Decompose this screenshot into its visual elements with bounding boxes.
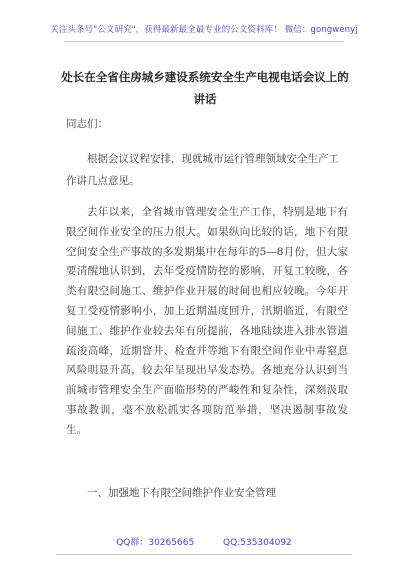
footer-qq-group: QQ群：30265665 — [116, 538, 195, 548]
salutation: 同志们： — [66, 118, 108, 130]
header-watermark: 关注头条号"公文研究"，获得最新最全最专业的公文资料库！ 微信：gongwenyj — [50, 25, 358, 35]
footer-divider — [56, 554, 352, 555]
paragraph-situation: 去年以来，全省城市管理安全生产工作，特别是地下有限空间作业安全的压力很大。如果纵向比较的话，地下有限空间安全生产事故的多发期集中在每年的5—8月份，但大家要清醒地认识到，去年受疫情防控的影响，开复工较晚，各类有限空间施工、维护作业开展的时间也相应较晚。今年开复工受疫情影响小，加上近期温度回升，汛期临近，有限空间施工、维护作业较去年有所提前，各地陆续进入排水管道疏浚高峰，近期窨井、检查井等地下有限空间作业中毒窒息风险明显升高，较去年呈现出早发态势。各地充分认识到当前城市管理安全生产面临形势的严峻性和复杂性，深刻汲取事故教训，毫不放松抓实各项防范举措，坚决遏制事故发生。 — [66, 206, 348, 436]
document-title: 处长在全省住房城乡建设系统安全生产电视电话会议上的讲话 — [61, 70, 349, 106]
footer-watermark — [0, 535, 408, 548]
paragraph-intro: 根据会议议程安排，现就城市运行管理领域安全生产工作讲几点意见。 — [66, 153, 339, 187]
footer-qq-number: QQ:535304092 — [223, 538, 292, 548]
header-divider — [64, 41, 344, 42]
section-heading: 一、加强地下有限空间维护作业安全管理 — [87, 487, 276, 499]
